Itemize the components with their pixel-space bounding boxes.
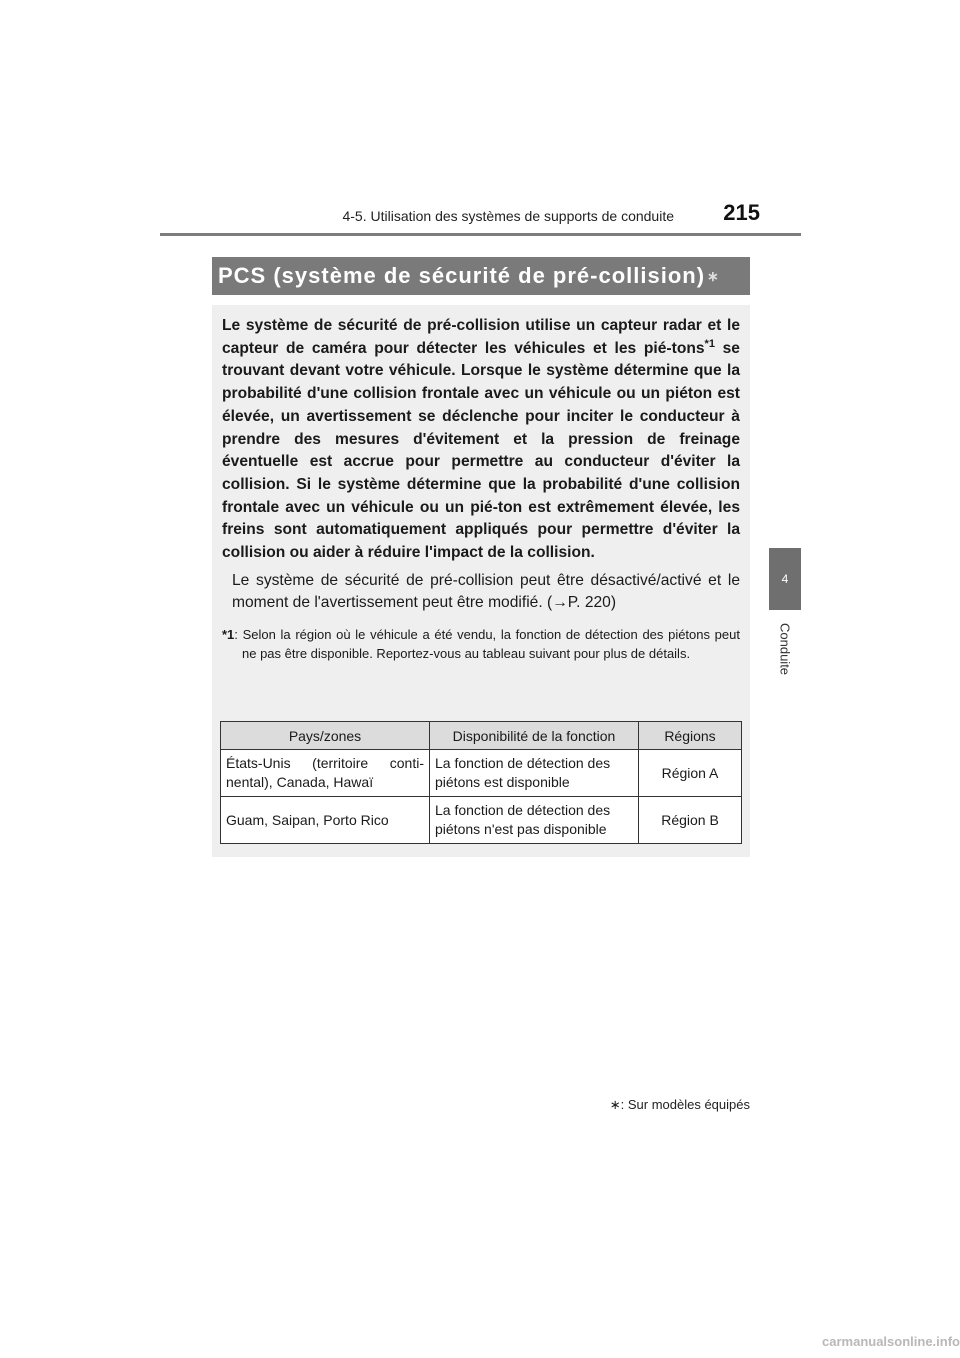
header-rule xyxy=(160,233,801,236)
table-header-row xyxy=(221,722,742,750)
page-number: 215 xyxy=(723,200,760,225)
chapter-tab: 4 xyxy=(769,548,801,610)
table-cell: Région B xyxy=(639,797,742,844)
settings-note: Le système de sécurité de pré-collision peut être désactivé/activé et le moment de l'avertissement peut être modifié. (→P. 220) xyxy=(232,571,740,612)
table-header-cell: Disponibilité de la fonction xyxy=(430,722,639,750)
regions-table xyxy=(220,721,742,844)
table-header-cell: Régions xyxy=(639,722,742,750)
table-cell: La fonction de détection des piétons est disponible xyxy=(430,750,639,797)
table-cell: Guam, Saipan, Porto Rico xyxy=(221,797,430,844)
footnote-text: : Selon la région où le véhicule a été vendu, la fonction de détection des piétons peut ne pas être disponible. Reportez-vous au tableau suivant pour plus de détails. xyxy=(234,627,740,662)
footnote-ref: *1 xyxy=(704,337,715,350)
intro-text-part2: se trouvant devant votre véhicule. Lorsque le système détermine que la probabilité d'une collision frontale avec un véhicule ou un piéton est élevée, un avertissement se déclenche pour inciter le conducteur à prendre des mesures d'évitement et la pression de freinage éventuelle est accrue pour permettre au conducteur d'éviter la collision. Si le système détermine que la probabilité d'une collision frontale avec un véhicule ou un pié-ton est extrêmement élevée, les freins sont automatiquement appliqués pour permettre d'éviter la collision ou aider à réduire l'impact de la collision. xyxy=(222,339,740,562)
table-cell: États-Unis (territoire conti-nental), Canada, Hawaï xyxy=(221,750,430,797)
table-header-cell: Pays/zones xyxy=(221,722,430,750)
watermark: carmanualsonline.info xyxy=(822,1334,960,1349)
footnote-mark: *1 xyxy=(222,627,235,643)
footnote xyxy=(222,625,740,663)
table-cell: Région A xyxy=(639,750,742,797)
table-cell: La fonction de détection des piétons n'est pas disponible xyxy=(430,797,639,844)
chapter-label: Conduite xyxy=(777,622,793,676)
intro-paragraph xyxy=(222,315,740,565)
section-title: PCS (système de sécurité de pré-collision) xyxy=(218,263,706,288)
content-box xyxy=(212,305,750,857)
section-title-bar xyxy=(212,257,750,295)
table-row xyxy=(221,750,742,797)
equipment-footnote: ∗: Sur modèles équipés xyxy=(609,1097,750,1112)
intro-text-part1: Le système de sécurité de pré-collision utilise un capteur radar et le capteur de caméra pour détecter les véhicules et les pié-tons xyxy=(222,317,740,357)
header-section-title: 4-5. Utilisation des systèmes de supports de conduite xyxy=(342,208,674,224)
optional-equipment-mark: ∗ xyxy=(707,267,720,284)
table-row xyxy=(221,797,742,844)
